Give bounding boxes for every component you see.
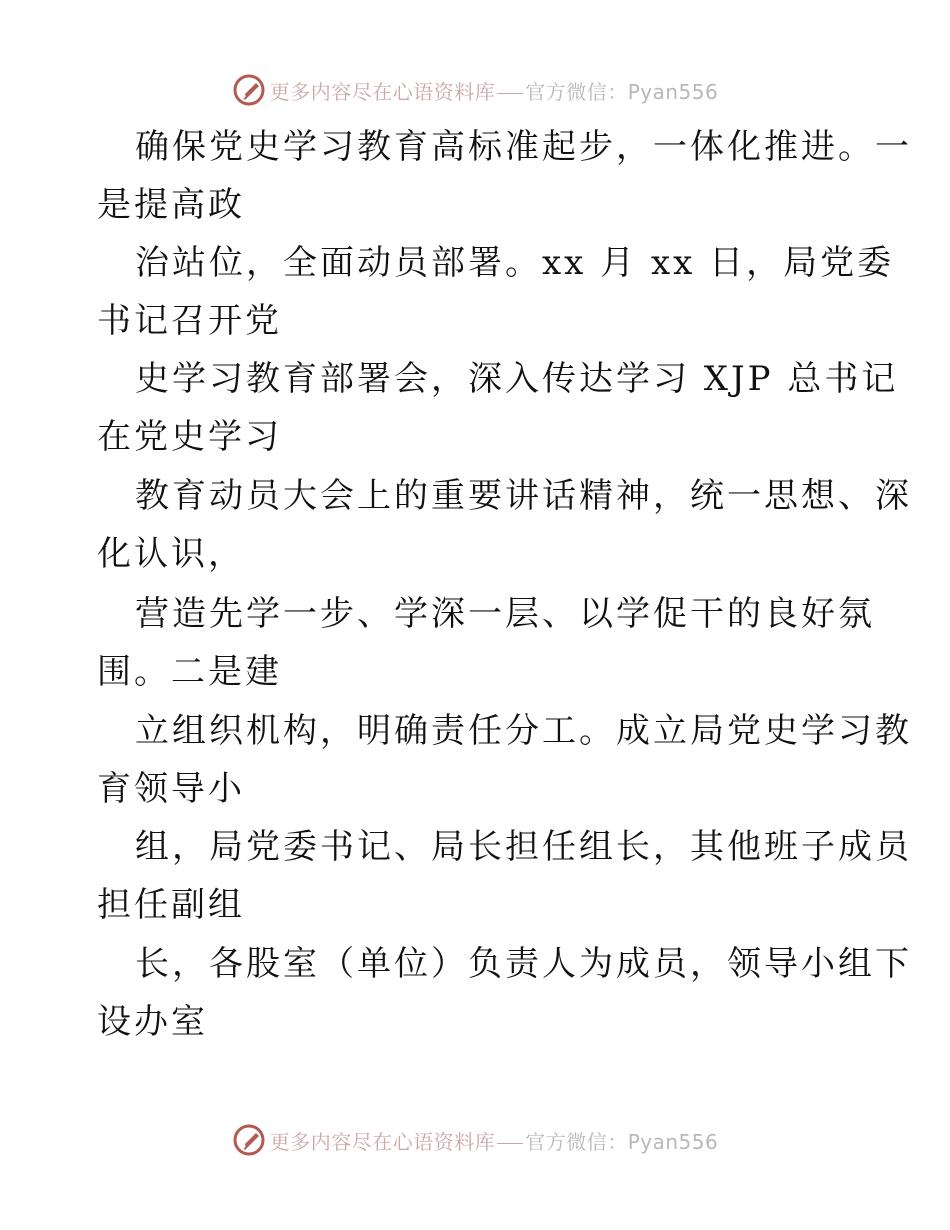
paragraph-line: 长，各股室（单位）负责人为成员，领导小组下 设办室: [97, 944, 912, 1042]
header-wechat-text: 官方微信：Pyan556: [525, 79, 719, 104]
paragraph-line: 组，局党委书记、局长担任组长，其他班子成员 担任副组: [97, 827, 912, 925]
pen-logo-icon: [232, 1123, 266, 1157]
banner-divider: [497, 1143, 523, 1144]
header-banner: [0, 70, 950, 110]
header-banner-text: 更多内容尽在心语资料库: [269, 79, 496, 104]
footer-banner-text: 更多内容尽在心语资料库: [269, 1129, 496, 1154]
banner-divider: [497, 93, 523, 94]
footer-wechat-text: 官方微信：Pyan556: [525, 1129, 719, 1154]
paragraph-line: 立组织机构，明确责任分工。成立局党史学习教 育领导小: [97, 711, 912, 809]
paragraph-line: 确保党史学习教育高标准起步，一体化推进。一 是提高政: [97, 127, 912, 225]
paragraph-line: 史学习教育部署会，深入传达学习 XJP 总书记 在党史学习: [97, 359, 899, 457]
paragraph-line: 教育动员大会上的重要讲话精神，统一思想、深 化认识，: [97, 476, 912, 574]
footer-banner: [0, 1120, 950, 1160]
pen-logo-icon: [232, 73, 266, 107]
paragraph-line: 治站位，全面动员部署。xx 月 xx 日，局党委 书记召开党: [97, 243, 895, 341]
paragraph-line: 营造先学一步、学深一层、以学促干的良好氛 围。二是建: [97, 594, 875, 692]
